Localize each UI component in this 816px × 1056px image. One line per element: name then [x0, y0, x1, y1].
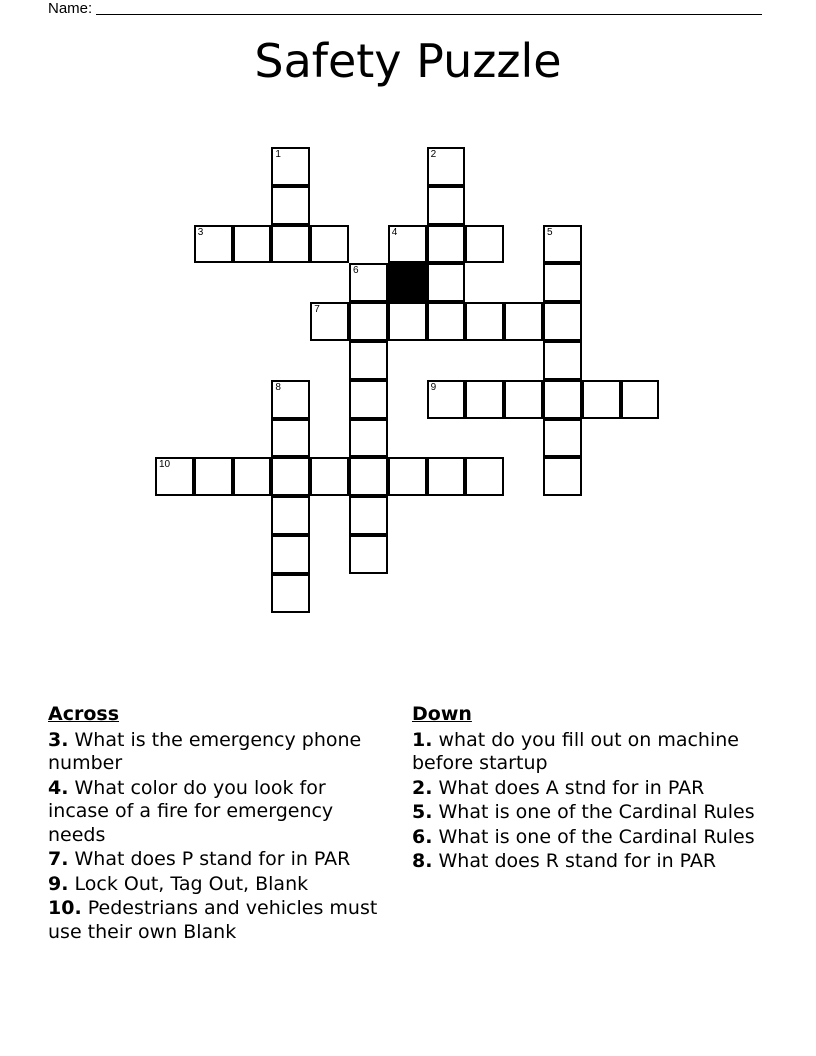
grid-cell[interactable]: [310, 457, 349, 496]
down-clues: [412, 703, 757, 875]
clue-number: 9.: [48, 872, 69, 895]
down-heading: Down: [412, 703, 472, 725]
cell-number: 10: [159, 459, 171, 471]
grid-cell[interactable]: [427, 186, 466, 225]
grid-cell[interactable]: [465, 225, 504, 264]
grid-cell[interactable]: [155, 457, 194, 496]
grid-cell[interactable]: [349, 380, 388, 419]
grid-cell[interactable]: [465, 302, 504, 341]
grid-cell[interactable]: [349, 535, 388, 574]
cell-number: 2: [430, 149, 437, 160]
grid-cell[interactable]: [271, 457, 310, 496]
down-clue: [412, 777, 757, 801]
clue-text: What does R stand for in PAR: [438, 850, 717, 872]
cell-number: 8: [275, 381, 281, 393]
grid-cell[interactable]: [271, 496, 310, 535]
grid-cell[interactable]: [271, 225, 310, 264]
grid-cell[interactable]: [349, 419, 388, 458]
clue-number: 5.: [412, 801, 433, 823]
grid-cell[interactable]: [271, 419, 310, 458]
cell-number: 1: [275, 149, 281, 160]
clue-text: Pedestrians and vehicles must use their own Blank: [48, 897, 378, 943]
down-clue: [412, 850, 757, 874]
clue-text: What color do you look for incase of a fire for emergency needs: [48, 776, 334, 846]
black-cell: [388, 263, 427, 302]
grid-cell[interactable]: [310, 302, 349, 341]
grid-cell[interactable]: [271, 535, 310, 574]
clue-text: What is the emergency phone number: [48, 728, 362, 774]
grid-cell[interactable]: [233, 457, 272, 496]
grid-cell[interactable]: [271, 380, 310, 419]
clue-number: 6.: [412, 825, 433, 848]
grid-cell[interactable]: [427, 225, 466, 264]
across-clue: [48, 777, 388, 848]
down-clue: [412, 729, 757, 776]
across-clue: [48, 897, 388, 944]
cell-number: 7: [314, 304, 320, 316]
clue-number: 10.: [48, 897, 82, 919]
grid-cell[interactable]: [621, 380, 660, 419]
page-title: Safety Puzzle: [254, 34, 562, 88]
cell-number: 9: [430, 381, 437, 393]
cell-number: 3: [197, 226, 204, 238]
clue-number: 4.: [48, 776, 69, 799]
grid-cell[interactable]: [194, 457, 233, 496]
clue-text: What is one of the Cardinal Rules: [438, 825, 755, 848]
grid-cell[interactable]: [543, 263, 582, 302]
grid-cell[interactable]: [271, 186, 310, 225]
across-clue: [48, 848, 388, 872]
grid-cell[interactable]: [543, 419, 582, 458]
grid-cell[interactable]: [543, 457, 582, 496]
cell-number: 6: [353, 265, 359, 277]
grid-cell[interactable]: [388, 457, 427, 496]
clue-number: 8.: [412, 850, 433, 872]
clue-text: What does P stand for in PAR: [74, 848, 351, 870]
clue-text: What is one of the Cardinal Rules: [438, 801, 755, 823]
clue-number: 1.: [412, 728, 433, 751]
clue-number: 7.: [48, 848, 69, 870]
grid-cell[interactable]: [465, 457, 504, 496]
cell-number: 5: [547, 226, 553, 238]
grid-cell[interactable]: [310, 225, 349, 264]
grid-cell[interactable]: [271, 147, 310, 186]
grid-cell[interactable]: [427, 147, 466, 186]
clue-text: What does A stnd for in PAR: [438, 776, 705, 799]
across-clues: [48, 703, 388, 945]
grid-cell[interactable]: [543, 302, 582, 341]
across-clue: [48, 729, 388, 776]
grid-cell[interactable]: [271, 574, 310, 613]
grid-cell[interactable]: [388, 302, 427, 341]
clue-text: what do you fill out on machine before startup: [412, 728, 739, 774]
grid-cell[interactable]: [427, 263, 466, 302]
across-clue: [48, 873, 388, 897]
down-clue: [412, 826, 757, 850]
grid-cell[interactable]: [427, 302, 466, 341]
grid-cell[interactable]: [504, 302, 543, 341]
name-label: Name:: [48, 0, 93, 17]
grid-cell[interactable]: [427, 457, 466, 496]
grid-cell[interactable]: [194, 225, 233, 264]
grid-cell[interactable]: [543, 341, 582, 380]
grid-cell[interactable]: [543, 225, 582, 264]
across-heading: Across: [48, 703, 120, 725]
down-clue: [412, 801, 757, 825]
grid-cell[interactable]: [233, 225, 272, 264]
cell-number: 4: [391, 226, 398, 238]
grid-cell[interactable]: [388, 225, 427, 264]
clue-number: 2.: [412, 776, 433, 799]
clue-number: 3.: [48, 728, 69, 751]
grid-cell[interactable]: [582, 380, 621, 419]
grid-cell[interactable]: [465, 380, 504, 419]
grid-cell[interactable]: [349, 263, 388, 302]
grid-cell[interactable]: [427, 380, 466, 419]
grid-cell[interactable]: [349, 341, 388, 380]
clue-text: Lock Out, Tag Out, Blank: [74, 872, 309, 895]
grid-cell[interactable]: [504, 380, 543, 419]
grid-cell[interactable]: [349, 457, 388, 496]
grid-cell[interactable]: [349, 496, 388, 535]
grid-cell[interactable]: [349, 302, 388, 341]
grid-cell[interactable]: [543, 380, 582, 419]
